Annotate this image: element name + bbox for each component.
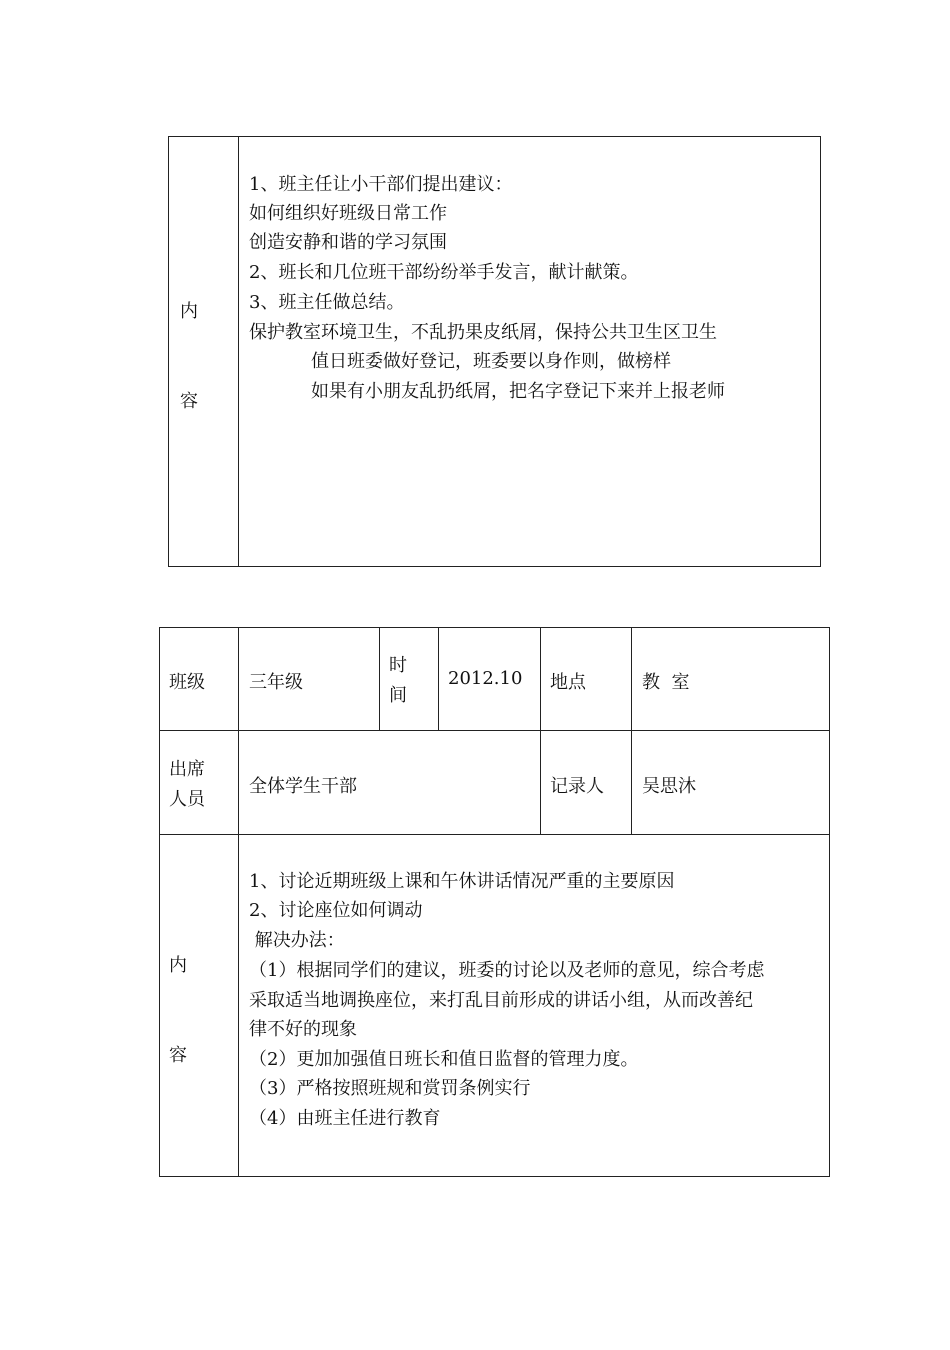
- attendees-label: [169, 755, 205, 815]
- table1-content-line: 如何组织好班级日常工作: [249, 203, 447, 224]
- place-label: 地点: [550, 672, 586, 693]
- class-value: 三年级: [249, 672, 303, 693]
- attendees-label-line: 人员: [169, 789, 205, 810]
- table2-content-line: 解决办法：: [249, 930, 345, 951]
- place-value: 教 室: [642, 672, 690, 693]
- table2-content-line: 律不好的现象: [249, 1019, 357, 1040]
- time-label: [389, 651, 407, 711]
- time-value: 2012.10: [448, 668, 523, 689]
- table1-content-label-bottom: 容: [180, 391, 198, 412]
- table2-content-line: （3）严格按照班规和赏罚条例实行: [249, 1078, 531, 1099]
- table2-content-line: 2、讨论座位如何调动: [249, 900, 423, 921]
- table2-content-label-top: 内: [169, 955, 187, 976]
- attendees-label-line: 出席: [169, 759, 205, 780]
- table1-content-line: 如果有小朋友乱扔纸屑，把名字登记下来并上报老师: [311, 381, 725, 402]
- table2-column-divider: [438, 627, 439, 731]
- table2-label-column-divider: [238, 627, 239, 1177]
- table2-column-divider: [540, 627, 541, 835]
- recorder-value: 吴思沐: [642, 776, 696, 797]
- time-label-line: 间: [389, 685, 407, 706]
- attendees-value: 全体学生干部: [249, 776, 357, 797]
- time-label-line: 时: [389, 655, 407, 676]
- table1-content-label-top: 内: [180, 301, 198, 322]
- table2-content-line: 采取适当地调换座位，来打乱目前形成的讲话小组，从而改善纪: [249, 990, 753, 1011]
- table1-content-line: 创造安静和谐的学习氛围: [249, 232, 447, 253]
- table2-row-divider: [159, 834, 830, 835]
- table1-content-line: 2、班长和几位班干部纷纷举手发言，献计献策。: [249, 262, 639, 283]
- table2-content-line: 1、讨论近期班级上课和午休讲话情况严重的主要原因: [249, 871, 675, 892]
- class-label: 班级: [169, 672, 205, 693]
- table2-content-line: （1）根据同学们的建议，班委的讨论以及老师的意见，综合考虑: [249, 960, 765, 981]
- table1-content-line: 1、班主任让小干部们提出建议：: [249, 174, 513, 195]
- table1-content-line: 保护教室环境卫生，不乱扔果皮纸屑，保持公共卫生区卫生: [249, 322, 717, 343]
- table1-content-line: 值日班委做好登记，班委要以身作则，做榜样: [311, 351, 671, 372]
- table2-column-divider: [631, 627, 632, 835]
- table2-content-line: （2）更加加强值日班长和值日监督的管理力度。: [249, 1049, 639, 1070]
- table2-row-divider: [159, 730, 830, 731]
- table2-column-divider: [379, 627, 380, 731]
- table2-content-line: （4）由班主任进行教育: [249, 1108, 441, 1129]
- recorder-label: 记录人: [550, 776, 604, 797]
- table1-column-divider: [238, 136, 239, 567]
- table2-content-label-bottom: 容: [169, 1045, 187, 1066]
- table1-content-line: 3、班主任做总结。: [249, 292, 405, 313]
